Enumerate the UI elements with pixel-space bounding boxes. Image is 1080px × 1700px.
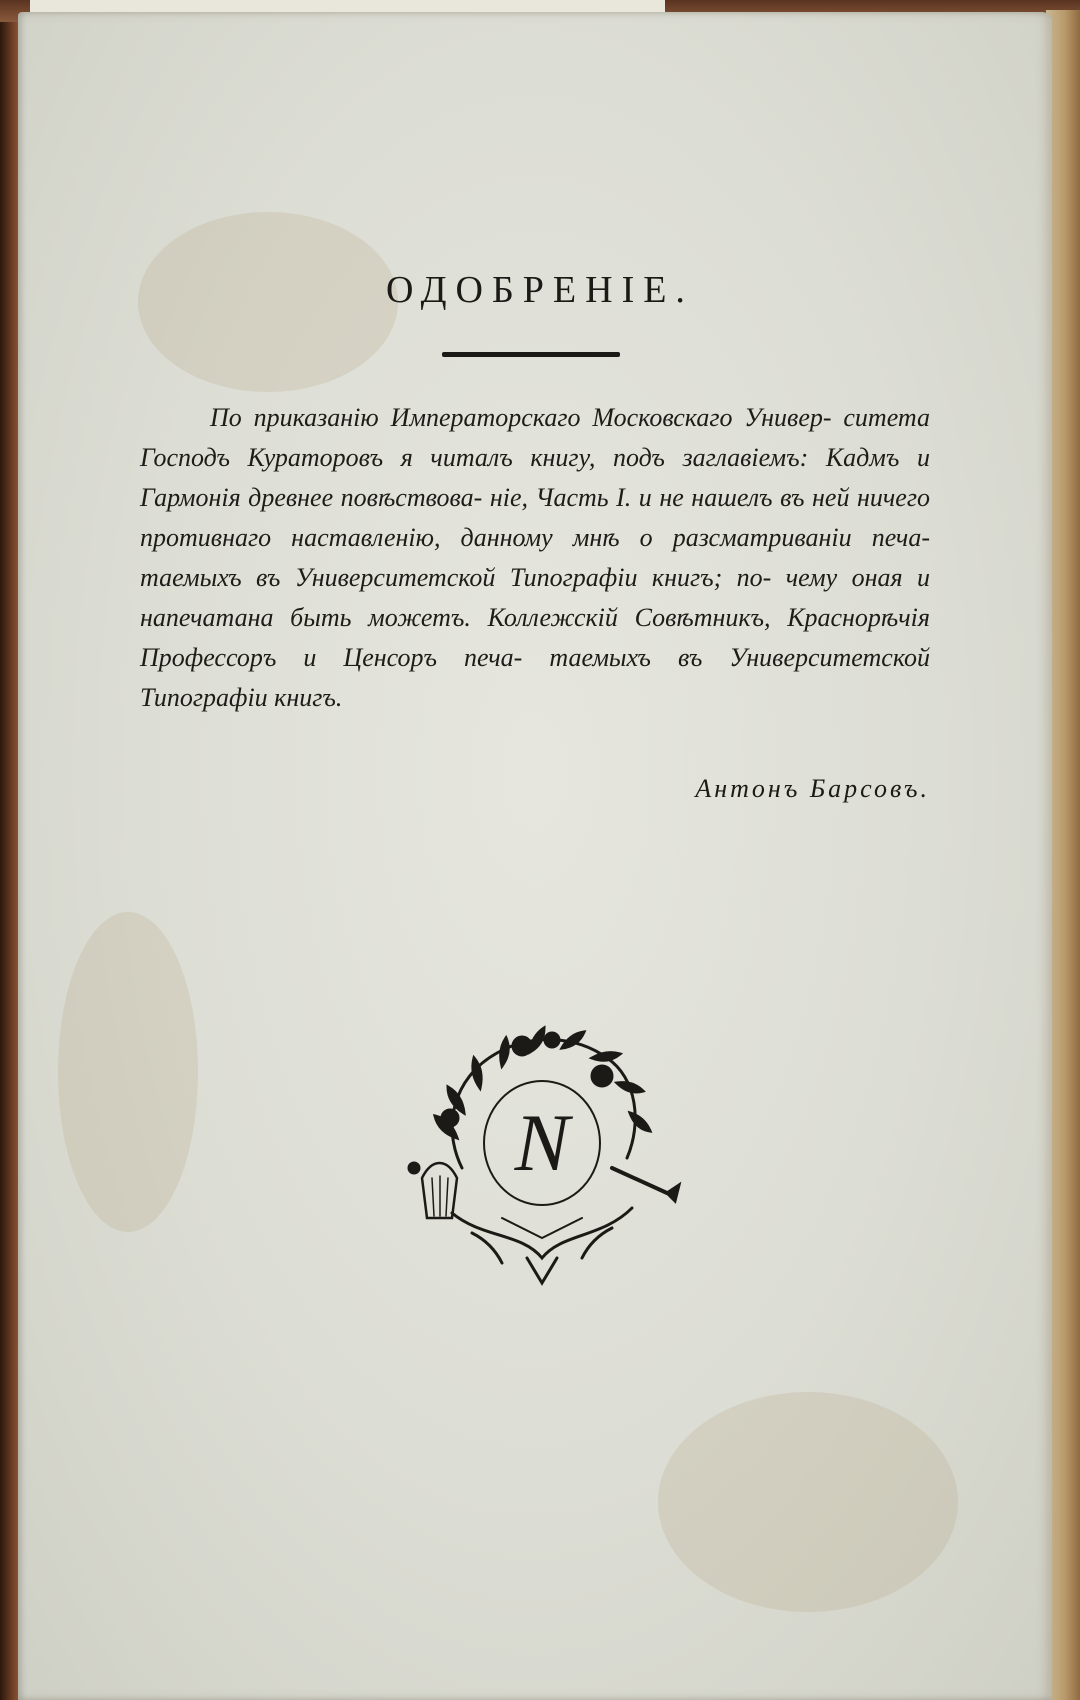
paper-stain — [658, 1392, 958, 1612]
censor-signature: Антонъ Барсовъ. — [695, 774, 930, 803]
paper-stain — [58, 912, 198, 1232]
wreath-monogram-vignette-icon — [402, 1018, 682, 1288]
book-page — [18, 12, 1052, 1700]
page-heading: ОДОБРЕНІЕ. — [386, 269, 694, 311]
monogram-text: N — [514, 1097, 570, 1188]
heading-rule — [442, 352, 620, 357]
approval-text: По приказанію Императорскаго Московскаго Универ- ситета Господъ Кураторовъ я читалъ книгу, подъ заглавіемъ: Кадмъ и Гармонія древнее повѣствова- ніе, Часть I. и не нашелъ въ ней ничего противнаго наставленію, данному мнѣ о разсматриваніи печа- таемыхъ въ Университетской Типографіи книгъ; по- чему оная и напечатана быть можетъ. Коллежскій Совѣтникъ, Краснорѣчія Профессоръ и Ценсоръ печа- таемыхъ въ Университетской Типографіи книгъ. — [140, 403, 930, 712]
